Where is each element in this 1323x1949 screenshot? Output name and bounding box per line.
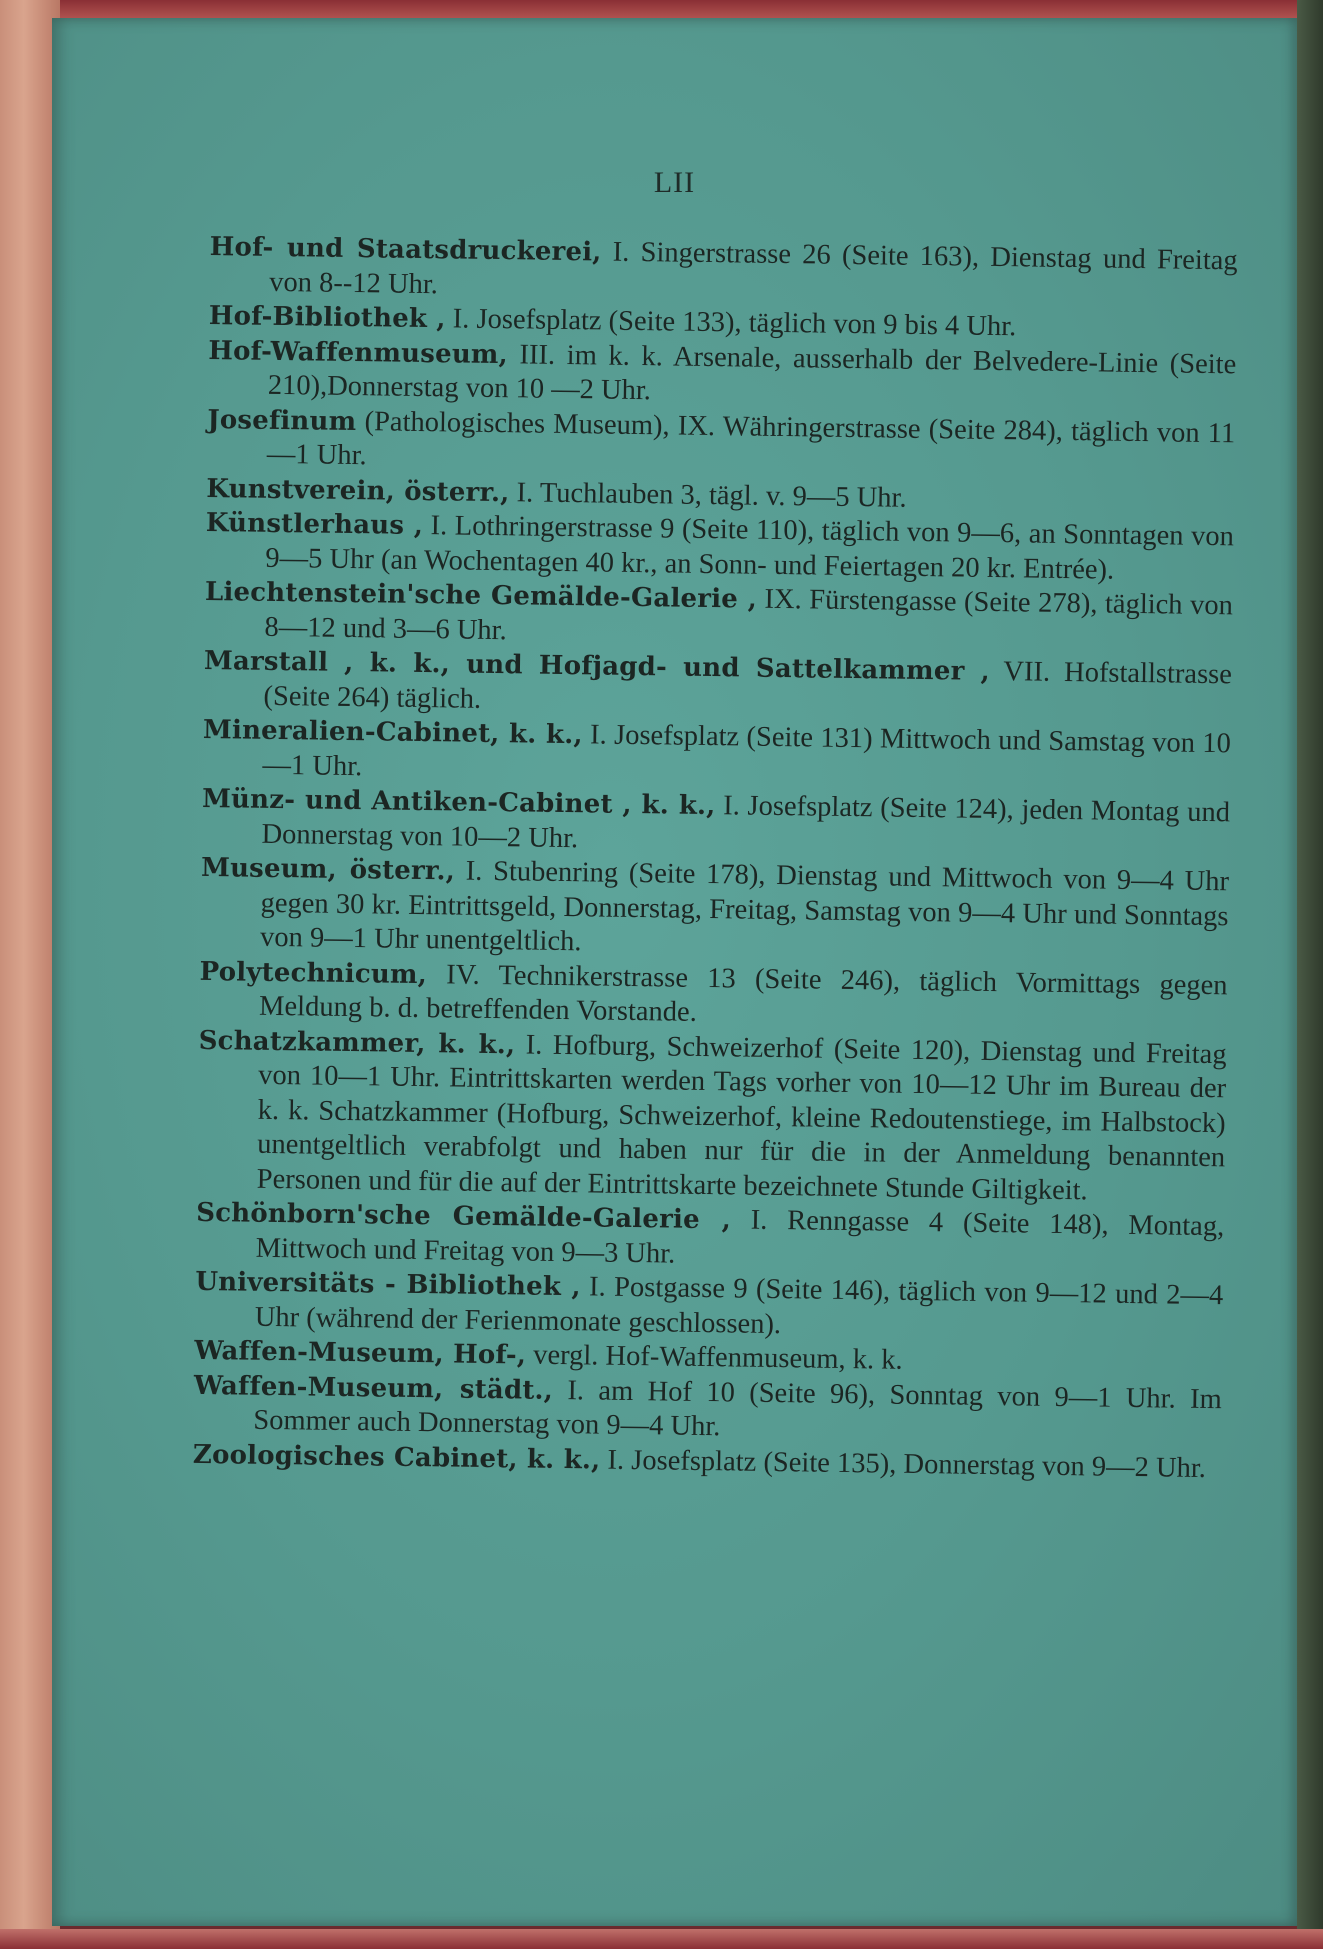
entry-text: I. Postgasse 9 (Seite 146), täglich von 9—12 und 2—4 Uhr (während der Ferienmonate geschlossen). [254, 1271, 1224, 1340]
entry-text: I. Stubenring (Seite 178), Dienstag und Mittwoch von 9—4 Uhr gegen 30 kr. Eintrittsgeld, Donnerstag, Freitag, Samstag von 9—4 Uhr und Sonntags von 9—1 Uhr unentgeltlich. [259, 855, 1230, 958]
entry-text: IX. Fürstengasse (Seite 278), täglich von 8—12 und 3—6 Uhr. [264, 583, 1234, 646]
entry-name: Waffen-Museum, städt., [193, 1370, 554, 1406]
entry-name: Mineralien-Cabinet, k. k., [202, 714, 583, 751]
entry-name: Waffen-Museum, Hof-, [194, 1335, 527, 1371]
entry-text: (Pathologisches Museum), IX. Währingerstrasse (Seite 284), täglich von 11—1 Uhr. [266, 405, 1236, 472]
entry-text: IV. Technikerstrasse 13 (Seite 246), täglich Vormittags gegen Meldung b. d. betreffenden Vorstande. [258, 958, 1228, 1028]
entry-text: I. Tuchlauben 3, tägl. v. 9—5 Uhr. [509, 476, 907, 514]
page-edges [0, 0, 60, 1949]
entry-text: I. Josefsplatz (Seite 135), Donnerstag von 9—2 Uhr. [600, 1444, 1207, 1484]
list-item [200, 851, 1229, 969]
page-number: LII [653, 166, 696, 199]
entry-name: Künstlerhaus , [205, 507, 424, 542]
entry-text: I. Josefsplatz (Seite 133), täglich von 9 bis 4 Uhr. [445, 303, 1017, 343]
entry-text: III. im k. k. Arsenale, ausserhalb der Belvedere-Linie (Seite 210),Donnerstag von 10 —2 Uhr. [267, 338, 1237, 407]
book-binding-right [1297, 0, 1323, 1949]
entry-name: Universitäts - Bibliothek , [195, 1266, 582, 1303]
entry-name: Schatzkammer, k. k., [198, 1025, 516, 1060]
entry-text: I. Lothringerstrasse 9 (Seite 110), täglich von 9—6, an Sonntagen von 9—5 Uhr (an Wochentagen 40 kr., an Sonn- und Feiertagen 20 kr. Entrée). [265, 510, 1235, 586]
entry-text: I. Singerstrasse 26 (Seite 163), Dienstag und Freitag von 8--12 Uhr. [269, 236, 1238, 300]
entry-text: I. Hofburg, Schweizerhof (Seite 120), Dienstag und Freitag von 10—1 Uhr. Eintrittskarten werden Tags vorher von 10—12 Uhr im Bureau der k. k. Schatzkammer (Hofburg, Schweizerhof, kleine Redoutenstiege, im Halbstock) unentgeltlich verabfolgt und haben nur für die in der Anmeldung benannten Personen und für die auf der Eintrittskarte bezeichnete Stunde Giltigkeit. [256, 1028, 1227, 1206]
entry-name: Josefinum [207, 404, 357, 437]
entry-text: I. am Hof 10 (Seite 96), Sonntag von 9—1 Uhr. Im Sommer auch Donnerstag von 9—4 Uhr. [253, 1374, 1222, 1443]
entry-name: Kunstverein, österr., [206, 473, 510, 508]
list-item [197, 1023, 1227, 1210]
museum-list [193, 230, 1238, 1486]
entry-name: Schönborn'sche Gemälde-Galerie , [196, 1197, 732, 1236]
entry-text: I. Renngasse 4 (Seite 148), Montag, Mittwoch und Freitag von 9—3 Uhr. [255, 1204, 1225, 1270]
entry-text: I. Josefsplatz (Seite 124), jeden Montag und Donnerstag von 10—2 Uhr. [261, 790, 1231, 854]
entry-name: Hof-Bibliothek , [208, 300, 446, 335]
entry-name: Hof-Waffenmuseum, [208, 335, 509, 370]
entry-name: Münz- und Antiken-Cabinet , k. k., [201, 783, 716, 822]
book-binding-bottom [0, 1929, 1323, 1949]
entry-name: Polytechnicum, [199, 956, 428, 990]
entry-name: Liechtenstein'sche Gemälde-Galerie , [204, 576, 758, 615]
entry-name: Museum, österr., [200, 852, 456, 887]
entry-text: vergl. Hof-Waffenmuseum, k. k. [525, 1339, 903, 1376]
book-page [52, 18, 1297, 1926]
entry-name: Marstall , k. k., und Hofjagd- und Sattelkammer , [203, 645, 991, 687]
entry-text: I. Josefsplatz (Seite 131) Mittwoch und Samstag von 10—1 Uhr. [262, 719, 1232, 782]
entry-name: Hof- und Staatsdruckerei, [209, 231, 602, 268]
entry-name: Zoologisches Cabinet, k. k., [192, 1439, 601, 1476]
entry-text: VII. Hofstallstrasse (Seite 264) täglich. [263, 655, 1233, 715]
